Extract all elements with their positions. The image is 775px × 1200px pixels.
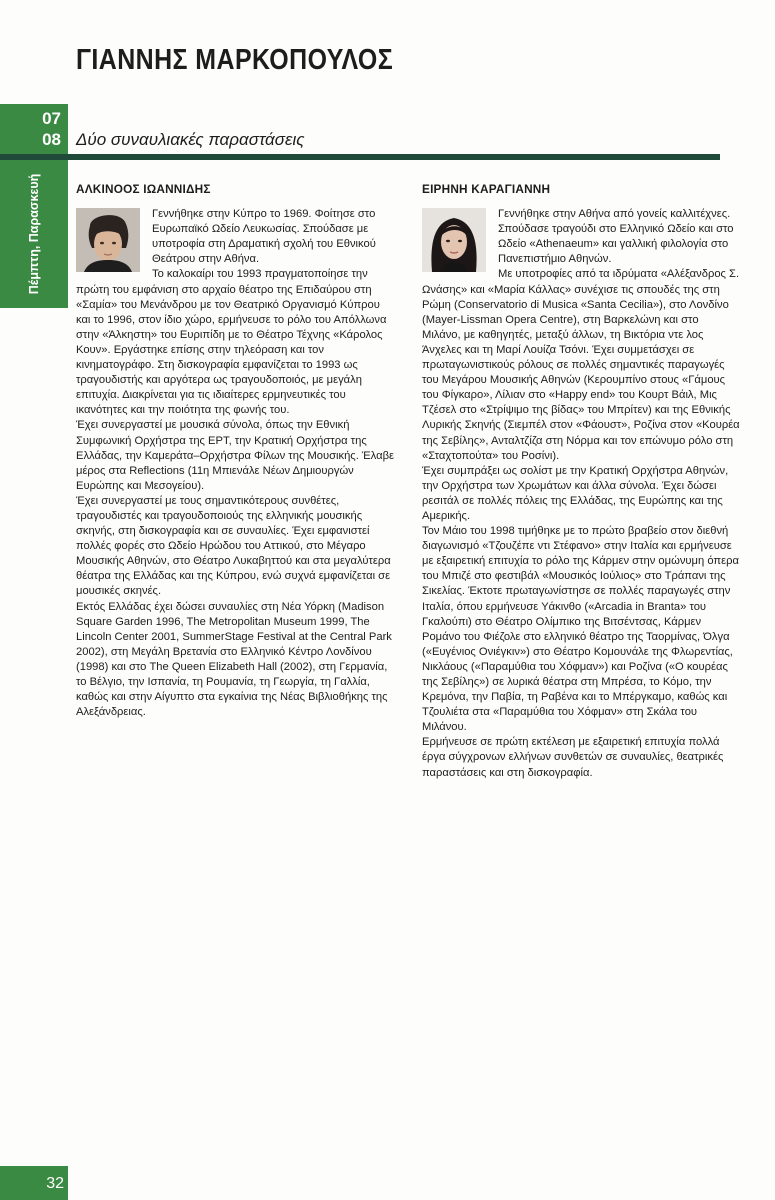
artist-portrait-photo (422, 208, 486, 272)
bio-paragraph: Τον Μάιο του 1998 τιμήθηκε με το πρώτο βραβείο στον διεθνή διαγωνισμό «Τζουζέπε ντι Στέφανο» στην Ιταλία και ερμήνευσε με εξαιρετική επιτυχία το ρόλο της Κάρμεν στην ομώνυμη όπερα του Μπιζέ στο φεστιβάλ «Μουσικός Ιούλιος» στο Τράπανι της Σικελίας. Έκτοτε πρωταγωνίστησε σε πολλές παραγωγές στην Ιταλία, όπου ερμήνευσε Υάκινθο («Arcadia in Branta» του Γκαλούπι) στο Θέατρο Ολίμπικο της Βιτσέντσας, Κάρμεν Ρομάνο του Φιέζολε στο ελληνικό θέατρο της Ταορμίνας, Όλγα («Ευγένιος Ονιέγκιν») στο Θέατρο Κομουνάλε της Φλωρεντίας, Νικλάους («Παραμύθια του Χόφμαν») και Ροζίνα («Ο κουρέας της Σεβίλης») σε λυρικά θέατρα στη Μπρέσα, το Κόμο, την Κρεμόνα, την Παβία, τη Ραβένα και το Μπέργκαμο, καθώς και Τζουλιέτα στα «Παραμύθια του Χόφμαν» στη Σκάλα του Μιλάνου. (422, 525, 739, 734)
bio-paragraph: Γεννήθηκε στην Αθήνα από γονείς καλλιτέχνες. Σπούδασε τραγούδι στο Ελληνικό Ωδείο και στο Ωδείο «Athenaeum» και γαλλική φιλολογία στο Πανεπιστήμιο Αθηνών. (498, 208, 734, 266)
bio-paragraph: Έχει συμπράξει ως σολίστ με την Κρατική Ορχήστρα Αθηνών, την Ορχήστρα των Χρωμάτων και άλλα σύνολα. Έχει δώσει ρεσιτάλ σε πολλές πόλεις της Ελλάδας, της Ευρώπης και της Αμερικής. (422, 464, 729, 522)
artist-portrait-photo (76, 208, 140, 272)
page-title: ΓΙΑΝΝΗΣ ΜΑΡΚΟΠΟΥΛΟΣ (76, 44, 394, 76)
artist-column-right (422, 182, 740, 781)
portrait-male-image (76, 208, 140, 272)
artist-name: ΕΙΡΗΝΗ ΚΑΡΑΓΙΑΝΝΗ (422, 182, 551, 196)
artist-bio (76, 207, 394, 720)
artist-bio (422, 207, 740, 781)
bio-paragraph: Γεννήθηκε στην Κύπρο το 1969. Φοίτησε στο Ευρωπαϊκό Ωδείο Λευκωσίας. Σπούδασε με υποτροφία στη Δραματική σχολή του Εθνικού Θεάτρου στην Αθήνα. (152, 208, 376, 266)
portrait-female-image (422, 208, 486, 272)
page-number-box (0, 1166, 68, 1200)
page-number: 32 (46, 1175, 64, 1192)
header-divider (0, 154, 720, 160)
bio-paragraph: Το καλοκαίρι του 1993 πραγματοποίησε την πρώτη του εμφάνιση στο αρχαίο θέατρο της Επιδαύρου στη «Σαμία» του Μενάνδρου με τον Θεατρικό Οργανισμό Κύπρου και το 1996, στον ίδιο χώρο, ερμήνευσε το ρόλο του Απόλλωνα στην «Άλκηστη» του Ευριπίδη με το Θέατρο Τέχνης «Κάρολος Κουν». Εργάστηκε επίσης στην τηλεόραση και τον κινηματογράφο. Στη δισκογραφία εμφανίζεται το 1993 ως τραγουδιστής και αργότερα ως τραγουδοποιός, με μεγάλη επιτυχία. Διακρίνεται για τις ιδιαίτερες ερμηνευτικές του ικανότητες και την ποιότητα της φωνής του. (76, 268, 387, 417)
event-subtitle: Δύο συναυλιακές παραστάσεις (76, 130, 305, 149)
side-day-label: Πέμπτη, Παρασκευή (27, 173, 41, 295)
date-day-second: 08 (42, 130, 61, 149)
bio-paragraph: Έχει συνεργαστεί με τους σημαντικότερους συνθέτες, τραγουδιστές και τραγουδοποιούς της ελληνικής μουσικής σκηνής, στη δισκογραφία και σε συναυλίες. Έχει εμφανιστεί πολλές φορές στο Ωδείο Ηρώδου του Αττικού, στο Μέγαρο Μουσικής Αθηνών, στο Θέατρο Λυκαβηττού και στα μεγαλύτερα θέατρα της Ελλάδας και της Κύπρου, ενώ συχνά εμφανίζεται σε μουσικές σκηνές. (76, 494, 391, 598)
bio-paragraph: Έχει συνεργαστεί με μουσικά σύνολα, όπως την Εθνική Συμφωνική Ορχήστρα της ΕΡΤ, την Κρατική Ορχήστρα της Ελλάδας, την Καμεράτα–Ορχήστρα Φίλων της Μουσικής. Έλαβε μέρος στα Reflections (11η Μπιενάλε Νέων Δημιουργών Ευρώπης και Μεσογείου). (76, 419, 395, 492)
date-day-first: 07 (42, 109, 61, 128)
date-block (0, 104, 68, 154)
artist-name: ΑΛΚΙΝΟΟΣ ΙΩΑΝΝΙΔΗΣ (76, 182, 211, 196)
bio-paragraph: Ερμήνευσε σε πρώτη εκτέλεση με εξαιρετική επιτυχία πολλά έργα σύγχρονων ελλήνων συνθετών σε συναυλίες, θεατρικές παραστάσεις και στη δισκογραφία. (422, 736, 724, 779)
bio-paragraph: Εκτός Ελλάδας έχει δώσει συναυλίες στη Νέα Υόρκη (Madison Square Garden 1996, The Metropolitan Museum 1999, The Lincoln Center 2001, SummerStage Festival at the Central Park 2002), στη Μεγάλη Βρετανία στο Ελληνικό Κέντρο Λονδίνου (1998) και στο The Queen Elizabeth Hall (2002), στη Γερμανία, το Βέλγιο, την Ισπανία, τη Ρουμανία, τη Γεωργία, τη Γαλλία, καθώς και στην Αίγυπτο στα εγκαίνια της Νέας Βιβλιοθήκης της Αλεξάνδρειας. (76, 600, 392, 719)
side-day-tab (0, 160, 68, 308)
artist-column-left (76, 182, 394, 720)
bio-paragraph: Με υποτροφίες από τα ιδρύματα «Αλέξανδρος Σ. Ωνάσης» και «Μαρία Κάλλας» συνέχισε τις σπουδές της στη Ρώμη (Conservatorio di Musica «Santa Cecilia»), στο Λονδίνο (Mayer-Lissman Opera Centre), στη Βαρκελώνη και στο Μιλάνο, με καθηγητές, μεταξύ άλλων, τη Βικτόρια ντε λος Άνχελες και τη Μαρί Λουίζα Τσόνι. Έχει συμμετάσχει σε πρωταγωνιστικούς ρόλους σε πολλές σημαντικές παραγωγές του Μεγάρου Μουσικής Αθηνών (Κερουμπίνο στους «Γάμους του Φίγκαρο», Λίλιαν στο «Happy end» του Κουρτ Βάιλ, Μις Τζέσελ στο «Στρίψιμο της βίδας» του Μπρίτεν) και της Εθνικής Λυρικής Σκηνής (Σιεμπέλ στον «Φάουστ», Ροζίνα στον «Κουρέα της Σεβίλης», Ανταλτζίζα στη Νόρμα και τον επώνυμο ρόλο στη «Σταχτοπούτα» του Ροσίνι). (422, 268, 740, 462)
